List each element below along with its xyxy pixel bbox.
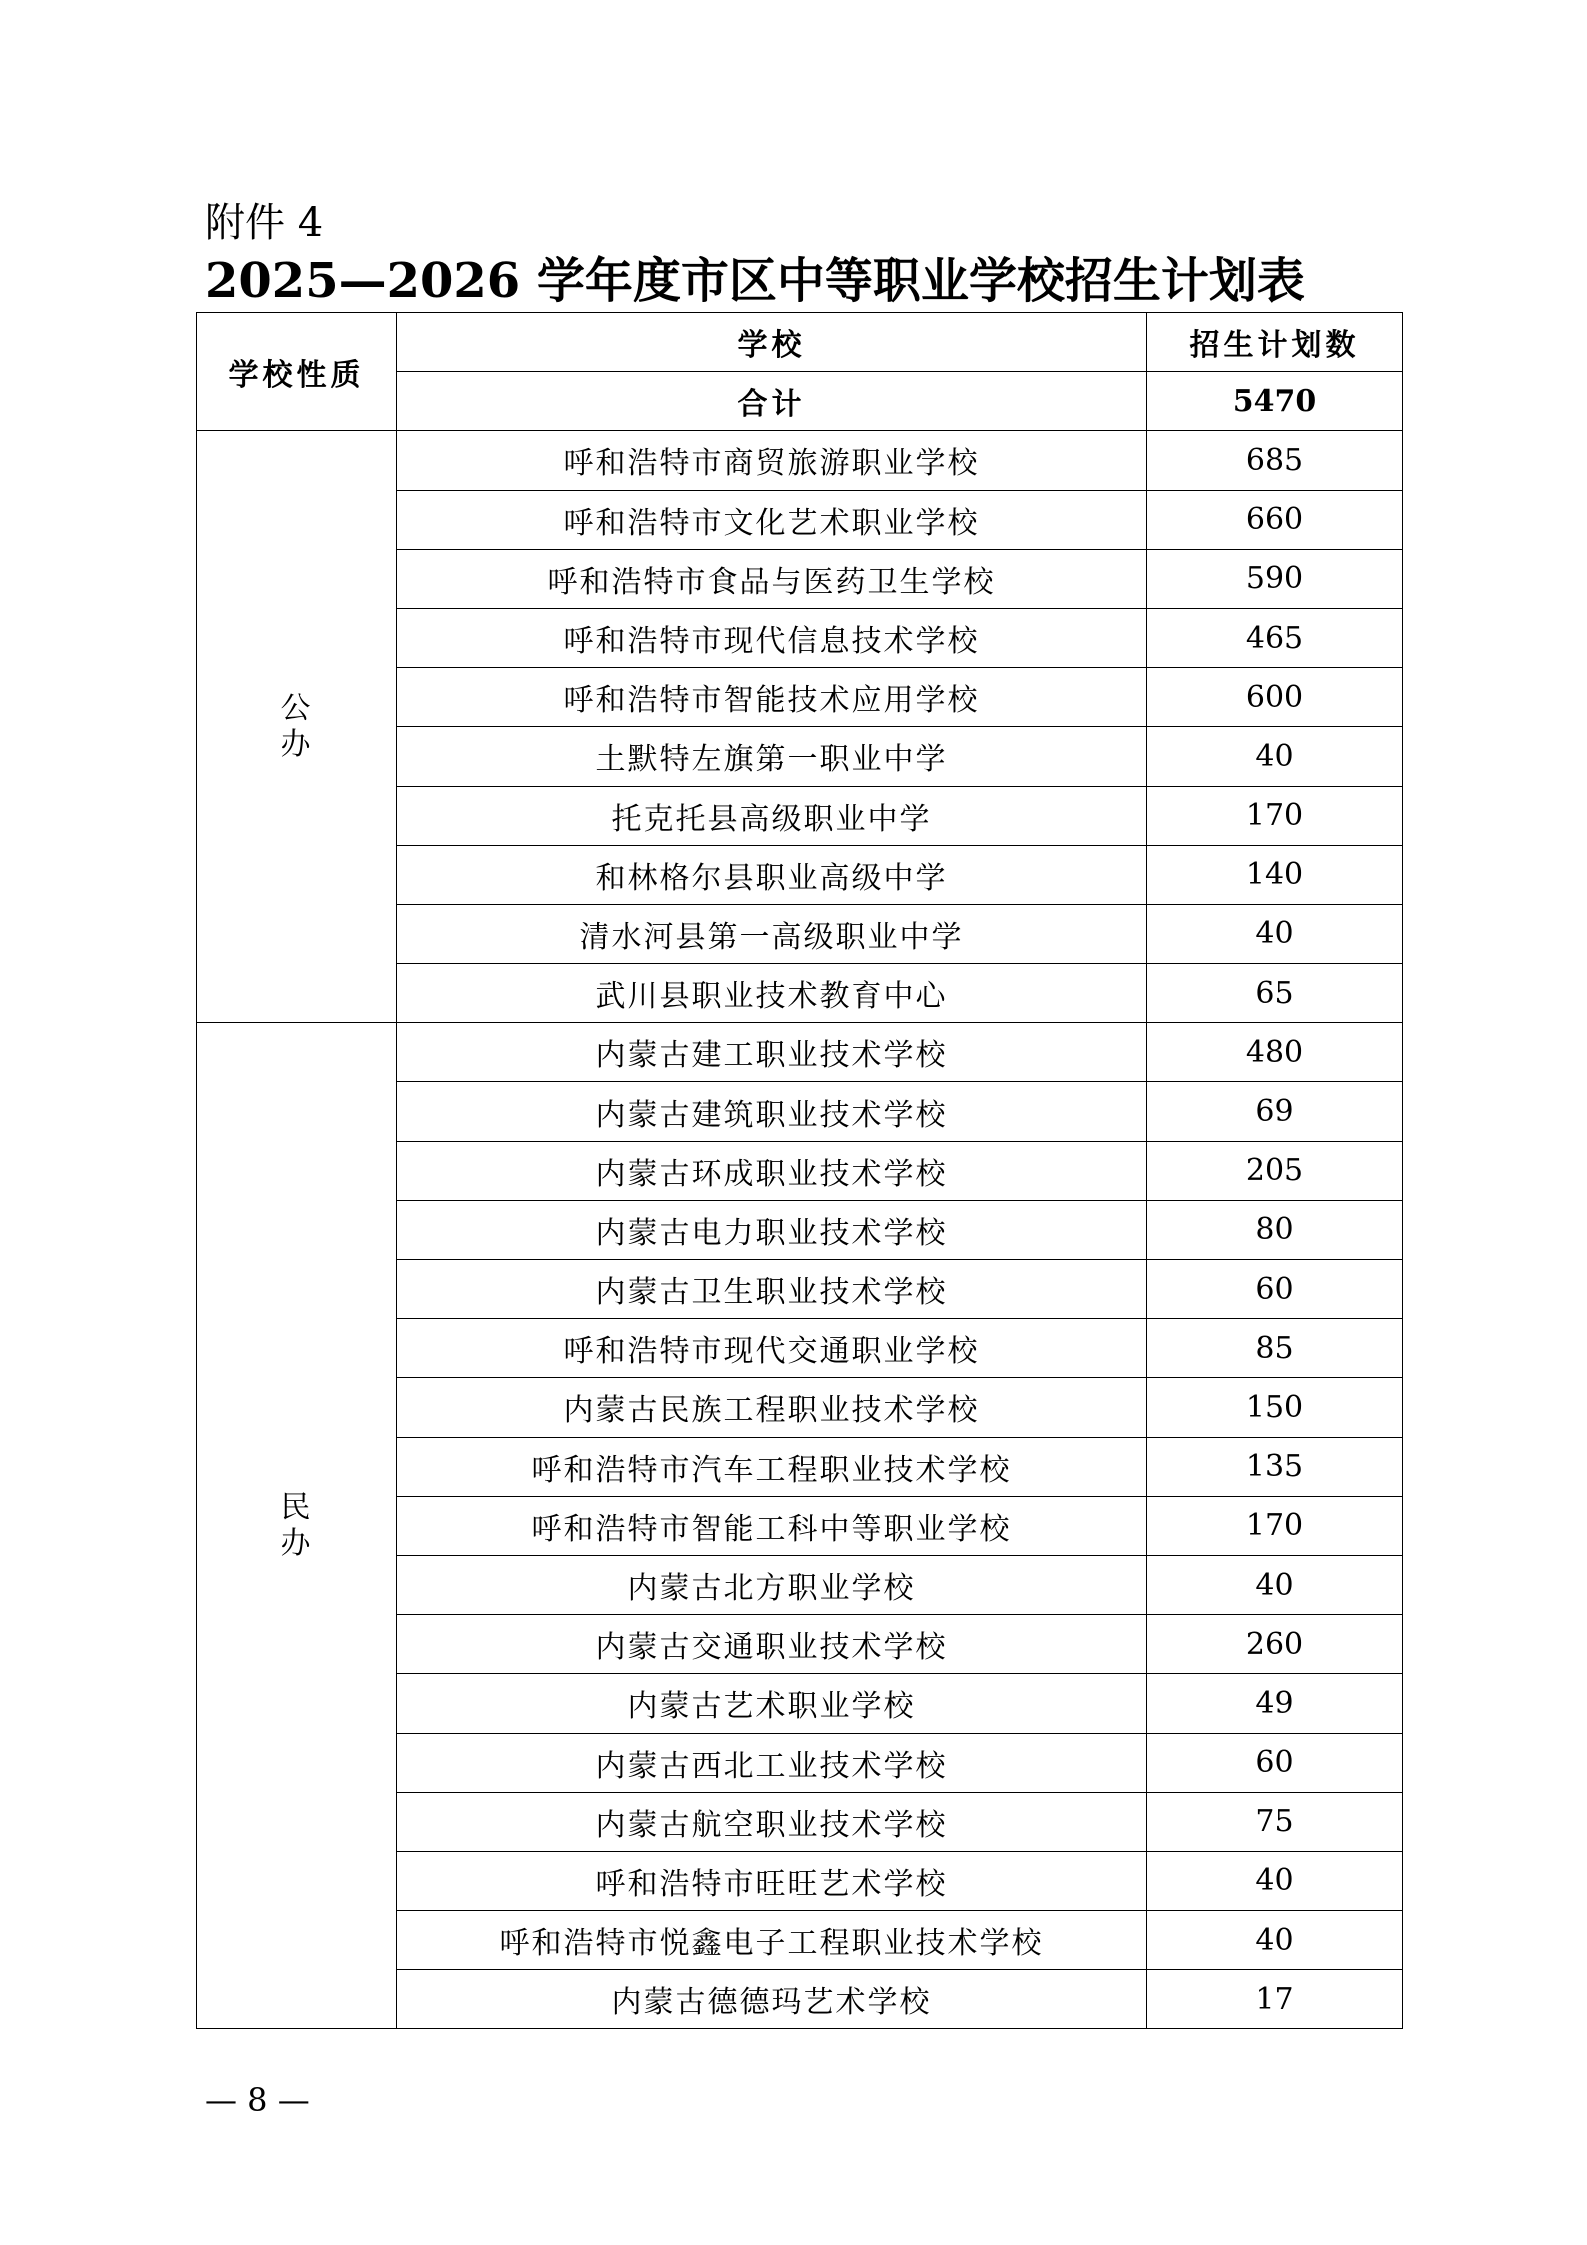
school-name-cell: 内蒙古德德玛艺术学校 (397, 1970, 1147, 2029)
plan-count-cell: 480 (1147, 1023, 1403, 1082)
school-name-cell: 内蒙古西北工业技术学校 (397, 1733, 1147, 1792)
plan-count-cell: 660 (1147, 490, 1403, 549)
enrollment-plan-table (196, 312, 1403, 2029)
page-number: — 8 — (205, 2081, 310, 2119)
plan-count-cell: 170 (1147, 786, 1403, 845)
school-header: 学校 (397, 313, 1147, 372)
school-name-cell: 内蒙古建工职业技术学校 (397, 1023, 1147, 1082)
school-name-cell: 内蒙古电力职业技术学校 (397, 1200, 1147, 1259)
school-name-cell: 内蒙古艺术职业学校 (397, 1674, 1147, 1733)
school-name-cell: 土默特左旗第一职业中学 (397, 727, 1147, 786)
plan-count-cell: 49 (1147, 1674, 1403, 1733)
plan-count-cell: 40 (1147, 727, 1403, 786)
school-name-cell: 武川县职业技术教育中心 (397, 964, 1147, 1023)
school-type-char: 办 (280, 1525, 313, 1561)
school-name-cell: 呼和浩特市文化艺术职业学校 (397, 490, 1147, 549)
plan-count-cell: 135 (1147, 1437, 1403, 1496)
annex-label: 附件 4 (205, 200, 324, 246)
plan-count-cell: 685 (1147, 431, 1403, 490)
school-name-cell: 内蒙古北方职业学校 (397, 1555, 1147, 1614)
plan-count-cell: 170 (1147, 1496, 1403, 1555)
total-label: 合计 (397, 372, 1147, 431)
school-type-cell (197, 431, 397, 1023)
table-row (197, 431, 1403, 490)
school-name-cell: 内蒙古环成职业技术学校 (397, 1141, 1147, 1200)
plan-count-cell: 80 (1147, 1200, 1403, 1259)
document-title: 2025—2026 学年度市区中等职业学校招生计划表 (205, 253, 1305, 309)
school-name-cell: 呼和浩特市现代信息技术学校 (397, 608, 1147, 667)
school-name-cell: 托克托县高级职业中学 (397, 786, 1147, 845)
plan-count-cell: 40 (1147, 1911, 1403, 1970)
school-name-cell: 内蒙古卫生职业技术学校 (397, 1260, 1147, 1319)
school-type-char: 办 (280, 726, 313, 762)
school-name-cell: 呼和浩特市食品与医药卫生学校 (397, 549, 1147, 608)
plan-count-cell: 85 (1147, 1319, 1403, 1378)
school-type-char: 民 (280, 1489, 313, 1525)
school-name-cell: 内蒙古民族工程职业技术学校 (397, 1378, 1147, 1437)
school-type-header: 学校性质 (197, 313, 397, 431)
school-name-cell: 内蒙古建筑职业技术学校 (397, 1082, 1147, 1141)
school-name-cell: 呼和浩特市旺旺艺术学校 (397, 1851, 1147, 1910)
school-name-cell: 内蒙古航空职业技术学校 (397, 1792, 1147, 1851)
plan-count-cell: 75 (1147, 1792, 1403, 1851)
school-name-cell: 呼和浩特市现代交通职业学校 (397, 1319, 1147, 1378)
plan-count-cell: 17 (1147, 1970, 1403, 2029)
header-row (197, 313, 1403, 372)
plan-count-cell: 600 (1147, 668, 1403, 727)
school-name-cell: 呼和浩特市商贸旅游职业学校 (397, 431, 1147, 490)
plan-count-header: 招生计划数 (1147, 313, 1403, 372)
plan-count-cell: 40 (1147, 1555, 1403, 1614)
plan-count-cell: 60 (1147, 1733, 1403, 1792)
plan-count-cell: 205 (1147, 1141, 1403, 1200)
school-name-cell: 清水河县第一高级职业中学 (397, 904, 1147, 963)
plan-count-cell: 69 (1147, 1082, 1403, 1141)
plan-count-cell: 65 (1147, 964, 1403, 1023)
plan-count-cell: 140 (1147, 845, 1403, 904)
plan-count-cell: 40 (1147, 904, 1403, 963)
plan-count-cell: 260 (1147, 1615, 1403, 1674)
total-value: 5470 (1147, 372, 1403, 431)
plan-count-cell: 40 (1147, 1851, 1403, 1910)
plan-count-cell: 60 (1147, 1260, 1403, 1319)
school-name-cell: 呼和浩特市智能工科中等职业学校 (397, 1496, 1147, 1555)
plan-count-cell: 150 (1147, 1378, 1403, 1437)
plan-count-cell: 590 (1147, 549, 1403, 608)
school-name-cell: 呼和浩特市汽车工程职业技术学校 (397, 1437, 1147, 1496)
school-name-cell: 和林格尔县职业高级中学 (397, 845, 1147, 904)
school-name-cell: 呼和浩特市悦鑫电子工程职业技术学校 (397, 1911, 1147, 1970)
school-type-cell (197, 1023, 397, 2029)
school-type-char: 公 (280, 690, 313, 726)
plan-count-cell: 465 (1147, 608, 1403, 667)
table-row (197, 1023, 1403, 1082)
school-name-cell: 呼和浩特市智能技术应用学校 (397, 668, 1147, 727)
school-name-cell: 内蒙古交通职业技术学校 (397, 1615, 1147, 1674)
